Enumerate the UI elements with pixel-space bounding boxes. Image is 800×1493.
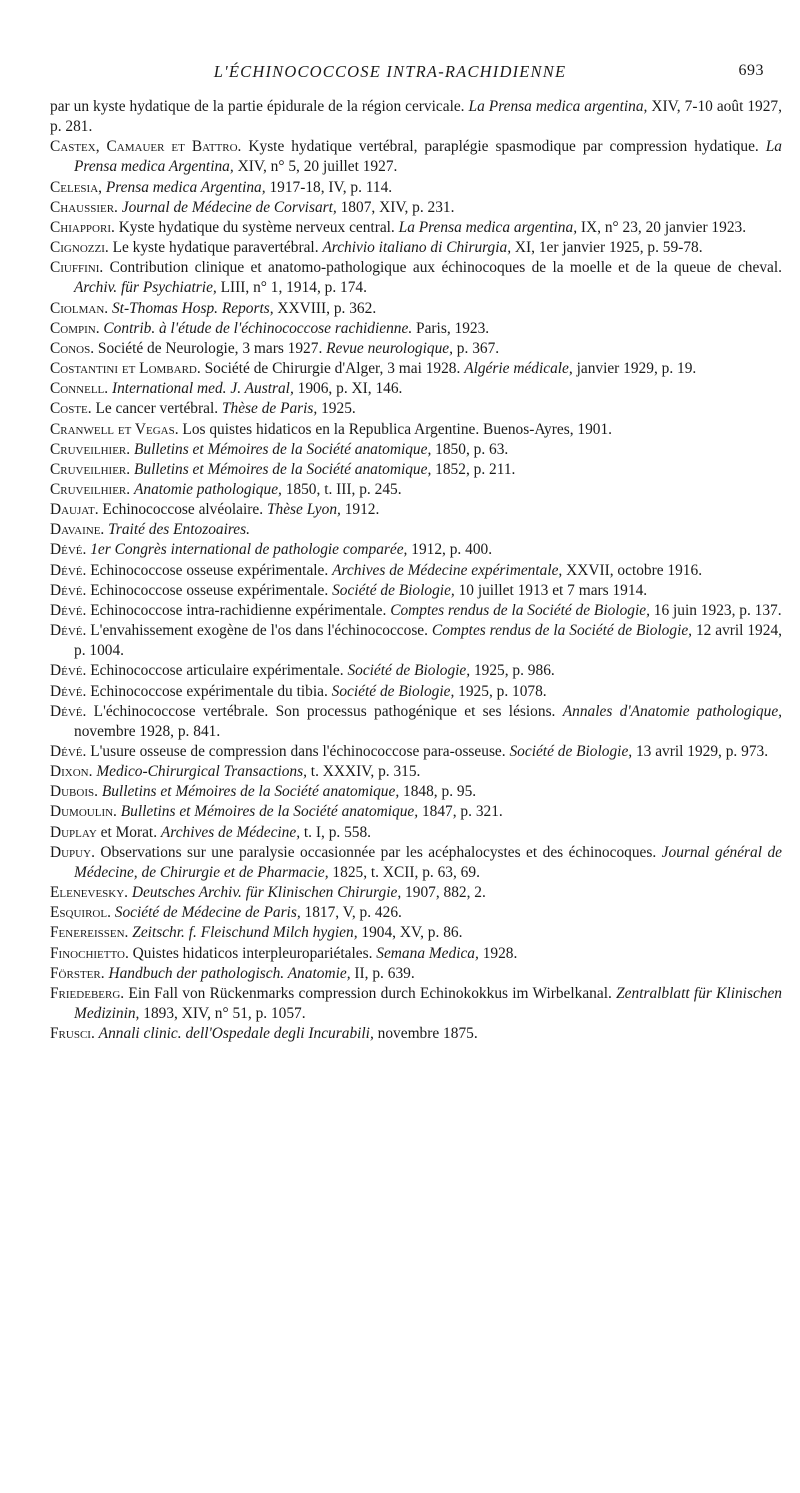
entry-source: Zeitschr. f. Fleischund Milch hygien,: [132, 924, 358, 942]
entry-details: XXVIII, p. 362.: [273, 299, 377, 317]
entry-author: Dévé.: [50, 682, 87, 700]
bibliography-entry: [50, 399, 782, 419]
entry-details: novembre 1875.: [373, 1025, 478, 1043]
entry-details: p. 367.: [452, 339, 500, 357]
entry-text: Le cancer vertébral.: [91, 400, 222, 418]
entry-details: t. XXXIV, p. 315.: [306, 763, 421, 781]
entry-details: IX, n° 23, 20 janvier 1923.: [577, 218, 747, 236]
entry-author: Dumoulin.: [50, 803, 117, 821]
entry-author: Dévé.: [50, 541, 87, 559]
entry-source: Thèse de Paris,: [221, 400, 318, 418]
bibliography-entry: [50, 621, 782, 661]
entry-source: International med. J. Austral,: [111, 380, 294, 398]
bibliography-entry: [50, 581, 782, 601]
entry-details: 1817, V, p. 426.: [300, 904, 402, 922]
entry-details: 1852, p. 211.: [431, 460, 516, 478]
bibliography-entry: [50, 238, 782, 258]
entry-details: 1912.: [340, 501, 380, 519]
bibliography-entry: [50, 782, 782, 802]
entry-author: Dupuy.: [50, 843, 95, 861]
entry-text: Contribution clinique et anatomo-pathologique aux échinocoques de la moelle et de la queue de cheval.: [103, 259, 782, 277]
entry-details: LIII, n° 1, 1914, p. 174.: [216, 279, 367, 297]
entry-author: Cignozzi.: [50, 239, 109, 257]
entry-details: 1904, XV, p. 86.: [357, 924, 463, 942]
entry-details: 12 avril 1924, p. 1004.: [74, 622, 782, 660]
entry-text: Echinococcose expérimentale du tibia.: [86, 682, 332, 700]
entry-source: La Prensa medica Argentina,: [74, 138, 782, 176]
entry-source: Annales d'Anatomie pathologique,: [562, 702, 782, 720]
entry-author: Daujat.: [50, 501, 99, 519]
entry-details: 1925.: [317, 400, 356, 418]
entry-details: XI, 1er janvier 1925, p. 59-78.: [511, 239, 703, 257]
running-title: L'ÉCHINOCOCCOSE INTRA-RACHIDIENNE: [213, 62, 567, 81]
bibliography-entry: [50, 964, 782, 984]
bibliography-entry: [50, 883, 782, 903]
entry-source: Bulletins et Mémoires de la Société anatomique,: [133, 460, 432, 478]
entry-text: Echinococcose osseuse expérimentale.: [86, 581, 333, 599]
entry-source: Anatomie pathologique,: [133, 480, 282, 498]
entry-text: Echinococcose alvéolaire.: [98, 501, 267, 519]
bibliography-entry: [50, 843, 782, 883]
entry-text: par un kyste hydatique de la partie épidurale de la région cervicale.: [50, 98, 469, 115]
entry-source: Algérie médicale,: [464, 360, 573, 378]
entry-source: Journal de Médecine de Corvisart,: [121, 198, 337, 216]
entry-details: 1906, p. XI, 146.: [293, 380, 403, 398]
entry-text: Société de Neurologie, 3 mars 1927.: [94, 339, 327, 357]
entry-source: 1er Congrès international de pathologie comparée,: [90, 541, 408, 559]
bibliography-entry: [50, 903, 782, 923]
entry-source: Zentralblatt für Klinischen Medizinin,: [74, 984, 782, 1023]
entry-author: Coste.: [50, 400, 92, 418]
entry-author: Ciuffini.: [50, 259, 104, 277]
entry-author: Dévé.: [50, 601, 87, 619]
entry-author: Dubois.: [50, 783, 98, 801]
bibliography-entry: [50, 661, 782, 681]
entry-details: 1925, p. 1078.: [454, 682, 547, 700]
entry-author: Frusci.: [50, 1025, 95, 1043]
entry-details: Paris, 1923.: [412, 319, 490, 337]
entry-author: Cruveilhier.: [50, 460, 131, 478]
bibliography-entry: [50, 299, 782, 319]
bibliography-entry: [50, 702, 782, 742]
bibliography-entry: [50, 218, 782, 238]
bibliography-entry: [50, 137, 782, 177]
entry-source: Bulletins et Mémoires de la Société anatomique,: [101, 783, 400, 801]
entry-source: Thèse Lyon,: [266, 501, 341, 519]
entry-author: Elenevesky.: [50, 884, 129, 902]
bibliography-entry: [50, 823, 782, 843]
entry-text: Observations sur une paralysie occasionnée par les acéphalocystes et des échinocoques.: [94, 843, 662, 861]
entry-source: Bulletins et Mémoires de la Société anatomique,: [120, 803, 419, 821]
entry-author: Friedeberg.: [50, 984, 125, 1002]
entry-text: Société de Chirurgie d'Alger, 3 mai 1928.: [200, 360, 465, 378]
entry-details: 1893, XIV, n° 51, p. 1057.: [139, 1005, 306, 1023]
entry-details: XIV, 7-10 août 1927, p. 281.: [50, 98, 782, 136]
bibliography-entry: [50, 97, 782, 137]
entry-source: Deutsches Archiv. für Klinischen Chirurgie,: [131, 884, 402, 902]
entry-source: Société de Biologie,: [331, 682, 455, 700]
entry-author: Dévé.: [50, 743, 87, 760]
entry-source: Archives de Médecine,: [160, 823, 301, 841]
entry-author: Compin.: [50, 319, 100, 337]
entry-author: Cranwell et Vegas.: [50, 420, 179, 438]
bibliography-entry: [50, 258, 782, 298]
entry-details: 10 juillet 1913 et 7 mars 1914.: [454, 581, 648, 599]
entry-source: Medico-Chirurgical Transactions,: [96, 763, 307, 781]
entry-details: 1925, p. 986.: [470, 662, 555, 680]
bibliography-list: [50, 97, 782, 1044]
entry-author: Esquirol.: [50, 904, 111, 922]
entry-text: Kyste hydatique vertébral, paraplégie spasmodique par compression hydatique.: [241, 138, 766, 156]
entry-text: L'usure osseuse de compression dans l'échinococcose para-osseuse.: [86, 743, 510, 760]
entry-source: Archiv. für Psychiatrie,: [74, 279, 217, 297]
entry-details: 13 avril 1929, p. 973.: [632, 743, 769, 760]
entry-text: Le kyste hydatique paravertébral.: [108, 239, 323, 257]
entry-text: L'envahissement exogène de l'os dans l'échinococcose.: [86, 622, 432, 640]
entry-author: Conos.: [50, 339, 95, 357]
entry-details: janvier 1929, p. 19.: [572, 360, 697, 378]
page-header: [0, 62, 800, 88]
bibliography-entry: [50, 379, 782, 399]
bibliography-entry: [50, 540, 782, 560]
entry-details: 1850, t. III, p. 245.: [281, 480, 402, 498]
entry-details: t. I, p. 558.: [300, 823, 372, 841]
entry-author: Davaine.: [50, 521, 105, 539]
entry-source: La Prensa medica argentina,: [468, 98, 648, 115]
entry-source: Revue neurologique,: [326, 339, 453, 357]
bibliography-entry: [50, 944, 782, 964]
entry-details: 16 juin 1923, p. 137.: [649, 601, 782, 619]
bibliography-entry: [50, 762, 782, 782]
entry-author: Dévé.: [50, 662, 87, 680]
entry-author: Celesia,: [50, 178, 102, 196]
bibliography-entry: [50, 420, 782, 440]
bibliography-entry: [50, 742, 782, 762]
entry-author: Dévé.: [50, 581, 87, 599]
entry-source: Prensa medica Argentina,: [105, 178, 266, 196]
entry-source: Journal général de Médecine, de Chirurgie et de Pharmacie,: [74, 843, 782, 881]
bibliography-entry: [50, 440, 782, 460]
entry-author: Duplay: [50, 823, 97, 841]
entry-source: Comptes rendus de la Société de Biologie,: [390, 601, 650, 619]
entry-author: Costantini et Lombard.: [50, 360, 201, 378]
entry-details: 1848, p. 95.: [399, 783, 477, 801]
entry-details: 1847, p. 321.: [418, 803, 503, 821]
entry-details: 1807, XIV, p. 231.: [336, 198, 455, 216]
entry-source: Archivio italiano di Chirurgia,: [322, 239, 512, 257]
entry-details: novembre 1928, p. 841.: [74, 722, 221, 740]
entry-source: Bulletins et Mémoires de la Société anatomique,: [133, 440, 432, 458]
entry-source: Contrib. à l'étude de l'échinococcose rachidienne.: [103, 319, 413, 337]
bibliography-entry: [50, 198, 782, 218]
entry-author: Dévé.: [50, 702, 87, 720]
bibliography-entry: [50, 802, 782, 822]
entry-text: Quistes hidaticos interpleuropariétales.: [128, 944, 377, 962]
entry-source: Annali clinic. dell'Ospedale degli Incurabili,: [98, 1025, 374, 1043]
bibliography-entry: [50, 984, 782, 1024]
entry-author: Castex, Camauer et Battro.: [50, 138, 242, 156]
entry-details: 1912, p. 400.: [407, 541, 493, 559]
entry-author: Cruveilhier.: [50, 480, 131, 498]
entry-details: 1907, 882, 2.: [401, 884, 486, 902]
entry-source: Handbuch der pathologisch. Anatomie,: [108, 964, 351, 982]
entry-details: 1928.: [478, 944, 518, 962]
entry-author: Fenereissen.: [50, 924, 129, 942]
entry-source: Société de Biologie,: [347, 662, 471, 680]
entry-source: St-Thomas Hosp. Reports,: [111, 299, 274, 317]
bibliography-entry: [50, 500, 782, 520]
entry-source: Société de Médecine de Paris,: [114, 904, 301, 922]
entry-source: Archives de Médecine expérimentale,: [332, 561, 563, 579]
entry-text: Los quistes hidaticos en la Republica Argentine. Buenos-Ayres, 1901.: [178, 420, 613, 438]
entry-details: 1917-18, IV, p. 114.: [265, 178, 393, 196]
bibliography-entry: [50, 319, 782, 339]
entry-text: et Morat.: [96, 823, 161, 841]
entry-author: Connell.: [50, 380, 109, 398]
entry-text: Echinococcose intra-rachidienne expérimentale.: [86, 601, 391, 619]
entry-details: 1825, t. XCII, p. 63, 69.: [328, 863, 480, 881]
bibliography-entry: [50, 178, 782, 198]
bibliography-entry: [50, 480, 782, 500]
entry-author: Chiappori.: [50, 218, 115, 236]
entry-text: Ein Fall von Rückenmarks compression durch Echinokokkus im Wirbelkanal.: [124, 984, 617, 1002]
entry-details: XXVII, octobre 1916.: [562, 561, 703, 579]
page-number: 693: [738, 62, 764, 79]
bibliography-entry: [50, 1024, 782, 1044]
entry-text: Kyste hydatique du système nerveux central.: [114, 218, 399, 236]
bibliography-entry: [50, 682, 782, 702]
entry-source: Semana Medica,: [376, 944, 479, 962]
entry-source: Société de Biologie,: [332, 581, 455, 599]
entry-author: Dévé.: [50, 622, 87, 640]
entry-text: Echinococcose osseuse expérimentale.: [86, 561, 333, 579]
bibliography-entry: [50, 460, 782, 480]
entry-author: Dévé.: [50, 561, 87, 579]
entry-source: Traité des Entozoaires.: [108, 521, 250, 539]
bibliography-entry: [50, 520, 782, 540]
entry-text: L'échinococcose vertébrale. Son processus pathogénique et ses lésions.: [86, 702, 563, 720]
entry-details: 1850, p. 63.: [431, 440, 509, 458]
entry-author: Chaussier.: [50, 198, 118, 216]
entry-author: Förster.: [50, 964, 105, 982]
entry-source: Société de Biologie,: [509, 743, 633, 760]
bibliography-entry: [50, 339, 782, 359]
bibliography-entry: [50, 359, 782, 379]
entry-details: II, p. 639.: [350, 964, 415, 982]
entry-author: Ciolman.: [50, 299, 109, 317]
entry-text: Echinococcose articulaire expérimentale.: [86, 662, 348, 680]
bibliography-entry: [50, 923, 782, 943]
entry-author: Cruveilhier.: [50, 440, 131, 458]
bibliography-entry: [50, 601, 782, 621]
entry-author: Dixon.: [50, 763, 93, 781]
bibliography-entry: [50, 561, 782, 581]
entry-author: Finochietto.: [50, 944, 129, 962]
entry-source: La Prensa medica argentina,: [398, 218, 578, 236]
entry-details: XIV, n° 5, 20 juillet 1927.: [233, 158, 398, 176]
entry-source: Comptes rendus de la Société de Biologie,: [431, 622, 693, 640]
